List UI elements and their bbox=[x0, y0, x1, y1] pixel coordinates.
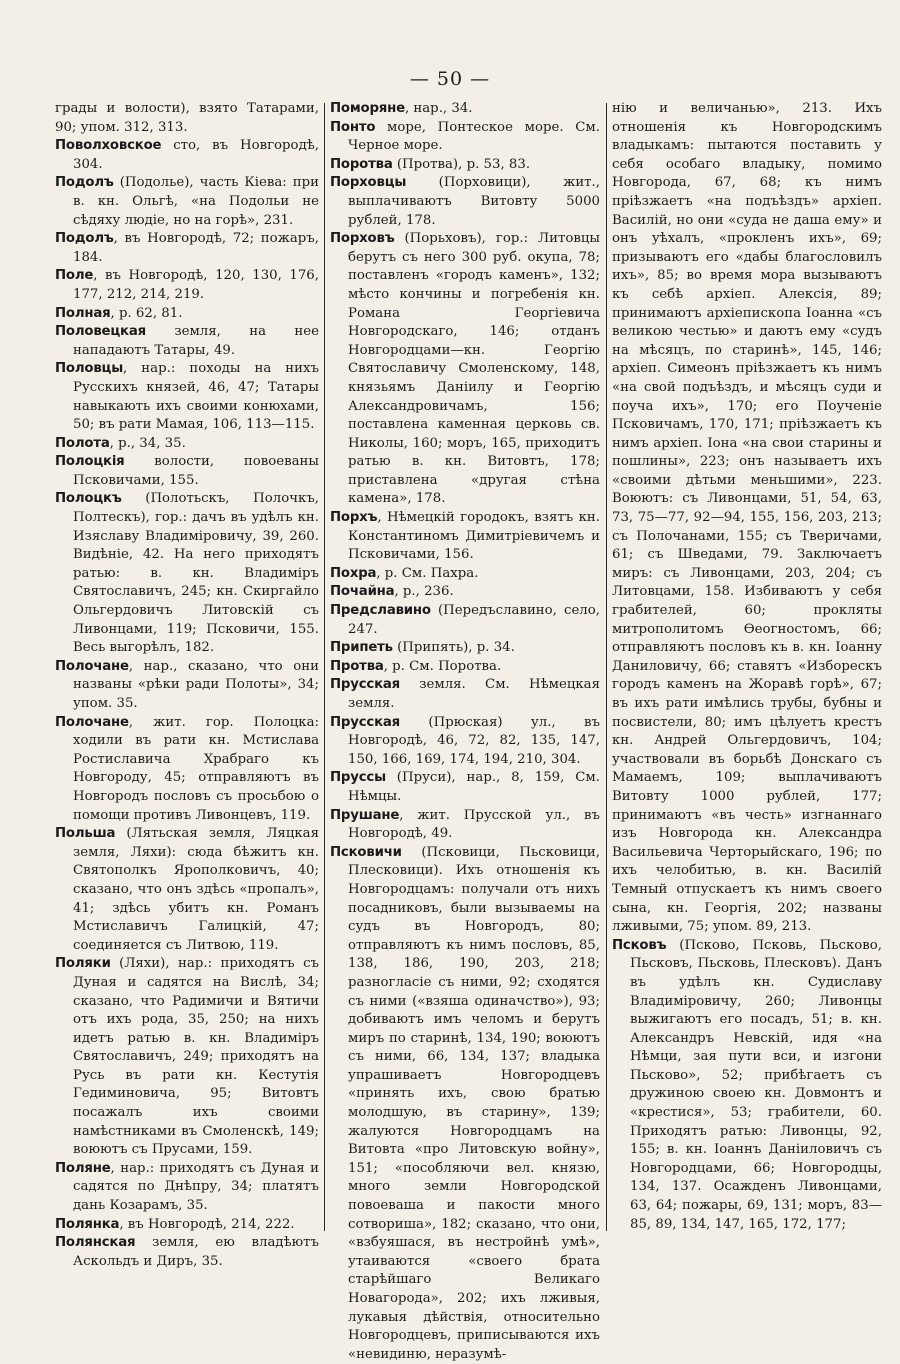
index-entry bbox=[55, 360, 319, 434]
entry-text: (Псковици, Пьсковици, Плесковици). Ихъ отношенія къ Новгородцамъ: получали отъ нихъ посадниковъ, были вызываемы на судъ въ Новгородъ, 80; отправляютъ къ нимъ пословъ, 85, 138, 186, 190, 203, 218; разногласіе съ ними, 92; сходятся съ ними («взяша одиначство»), 93; добиваютъ имъ челомъ и берутъ миръ по старинѣ, 134, 190; воюютъ съ ними, 66, 134, 137; владыка упрашиваетъ Новгородцевъ «принять ихъ, свою братью молодшую, въ старину», 139; жалуются Новгородцамъ на Витовта «про Литовскую войну», 151; «пособляючи вел. князю, много земли Новгородской повоеваша и пакости много сотвориша», 182; сказано, что они, «взбуяшася, въ нестройнѣ умѣ», утаиваются «своего брата старѣйшаго Великаго Новагорода», 202; ихъ лживыя, лукавыя дѣйствія, относительно Новгородцевъ, приписываются ихъ «невидиню, неразумѣ- bbox=[348, 844, 600, 1362]
index-entry bbox=[330, 156, 600, 175]
entry-headword: Поротва bbox=[330, 156, 393, 172]
entry-text: , въ Новгородѣ, 120, 130, 176, 177, 212, 214, 219. bbox=[73, 268, 319, 302]
index-entry bbox=[330, 119, 600, 156]
index-entry bbox=[330, 658, 600, 677]
index-entry bbox=[55, 955, 319, 1160]
entry-headword: Пруссы bbox=[330, 770, 386, 786]
index-entry bbox=[55, 137, 319, 174]
index-column-1 bbox=[55, 100, 319, 1269]
index-entry bbox=[55, 490, 319, 657]
entry-text: (Передъславино, село, 247. bbox=[348, 603, 600, 637]
entry-text: земля, на нее нападаютъ Татары, 49. bbox=[73, 324, 319, 358]
index-entry bbox=[55, 825, 319, 955]
entry-headword: Подолъ bbox=[55, 175, 114, 191]
index-entry bbox=[612, 100, 882, 937]
entry-headword: Псковичи bbox=[330, 844, 402, 860]
index-entry bbox=[330, 583, 600, 602]
entry-text: , р., 34, 35. bbox=[109, 435, 186, 451]
entry-headword: Полянская bbox=[55, 1235, 136, 1251]
entry-headword: Припеть bbox=[330, 640, 393, 656]
entry-text: , въ Новгородѣ, 214, 222. bbox=[119, 1216, 295, 1232]
entry-text: (Протва), р. 53, 83. bbox=[392, 156, 531, 172]
index-column-2 bbox=[330, 100, 600, 1362]
entry-text: (Подолье), часть Кіева: при в. кн. Ольгѣ, «на Подольи не сѣдяху людіе, но на горѣ», 231. bbox=[73, 175, 319, 228]
index-entry bbox=[55, 100, 319, 137]
entry-headword: Похра bbox=[330, 565, 377, 581]
index-entry bbox=[330, 639, 600, 658]
index-entry bbox=[55, 174, 319, 230]
entry-headword: Полота bbox=[55, 435, 110, 451]
entry-text: (Полотьскъ, Полочкъ, Полтескъ), гор.: дачъ въ удѣлъ кн. Изяславу Владиміровичу, 39, 260. Видѣніе, 42. На него приходятъ ратью: в. кн. Владиміръ Святославичъ, 245; кн. Скиргайло Ольгердовичъ Литовскій съ Ливонцами, 119; Псковичи, 155. Весь выгорѣлъ, 182. bbox=[73, 491, 319, 656]
index-entry bbox=[55, 658, 319, 714]
entry-headword: Поляки bbox=[55, 956, 111, 972]
entry-headword: Порховъ bbox=[330, 231, 395, 247]
entry-text: сто, въ Новгородѣ, 304. bbox=[73, 138, 319, 172]
entry-headword: Польша bbox=[55, 826, 116, 842]
index-entry bbox=[55, 305, 319, 324]
entry-text: (Лятьская земля, Ляцкая земля, Ляхи): сюда бѣжитъ кн. Святополкъ Ярополковичъ, 40; сказано, что онъ здѣсь «пропалъ», 41; здѣсь убитъ кн. Романъ Мстиславичъ Галицкій, 47; соединяется съ Литвою, 119. bbox=[73, 826, 319, 953]
entry-text: земля, ею владѣютъ Аскольдъ и Диръ, 35. bbox=[73, 1235, 319, 1269]
entry-headword: Предславино bbox=[330, 603, 431, 619]
entry-text: , р. См. Пахра. bbox=[376, 565, 479, 581]
entry-headword: Поволховское bbox=[55, 138, 162, 154]
index-entry bbox=[55, 1234, 319, 1271]
entry-text: (Ляхи), нар.: приходятъ съ Дуная и садятся на Вислѣ, 34; сказано, что Радимичи и Вятичи отъ ихъ рода, 35, 250; на нихъ идетъ ратью в. кн. Владиміръ Святославичъ, 249; приходятъ на Русь въ рати кн. Кестутія Гедиминовича, 95; Витовтъ посажалъ ихъ своими намѣстниками въ Смоленскѣ, 149; воюютъ съ Прусами, 159. bbox=[73, 956, 319, 1158]
index-column-3 bbox=[612, 100, 882, 1231]
index-entry bbox=[330, 174, 600, 230]
entry-headword: Полочане bbox=[55, 658, 129, 674]
entry-headword: Половецкая bbox=[55, 324, 146, 340]
entry-headword: Полянка bbox=[55, 1216, 120, 1232]
entry-headword: Полоцкъ bbox=[55, 491, 122, 507]
entry-text: (Припять), р. 34. bbox=[392, 640, 515, 656]
entry-text: , р. См. Поротва. bbox=[383, 658, 502, 674]
index-entry bbox=[330, 100, 600, 119]
entry-text: , нар., сказано, что они названы «рѣки ради Полоты», 34; упом. 35. bbox=[73, 658, 319, 711]
entry-headword: Полочане bbox=[55, 714, 129, 730]
index-entry bbox=[330, 230, 600, 509]
entry-text: (Порховици), жит., выплачиваютъ Витовту 5000 рублей, 178. bbox=[348, 175, 600, 228]
index-entry bbox=[330, 602, 600, 639]
entry-text: море, Понтеское море. См. Черное море. bbox=[348, 119, 600, 154]
entry-headword: Полоцкія bbox=[55, 454, 125, 470]
entry-text: , р. 62, 81. bbox=[110, 305, 183, 321]
entry-text: (Порьховъ), гор.: Литовцы берутъ съ него 300 руб. окупа, 78; поставленъ «городъ каменъ», 132; мѣсто кончины и погребенія кн. Романа Георгіевича Новгородскаго, 146; отданъ Новгородцами—кн. Георгію Святославичу Смоленскому, 148, князьямъ Даніилу и Георгію Александровичамъ, 156; поставлена каменная церковь св. Николы, 160; моръ, 165, приходитъ ратью в. кн. Витовтъ, 178; приставлена «другая стѣна камена», 178. bbox=[348, 231, 600, 507]
entry-text: , жит. Прусской ул., въ Новгородѣ, 49. bbox=[348, 807, 600, 842]
entry-text: , Нѣмецкій городокъ, взятъ кн. Константиномъ Димитріевичемъ и Псковичами, 156. bbox=[348, 510, 600, 563]
entry-text: (Прюская) ул., въ Новгородѣ, 46, 72, 82, 135, 147, 150, 166, 169, 174, 194, 210, 304. bbox=[348, 714, 600, 767]
entry-text: грады и волости), взято Татарами, 90; упом. 312, 313. bbox=[55, 101, 319, 135]
index-entry bbox=[330, 565, 600, 584]
entry-headword: Прусская bbox=[330, 714, 401, 730]
entry-headword: Понто bbox=[330, 119, 376, 135]
column-divider bbox=[606, 103, 607, 1231]
entry-text: (Псково, Псковь, Пьсково, Пьсковъ, Пьсковь, Плесковъ). Данъ въ удѣлъ кн. Судиславу Владиміровичу, 260; Ливонцы выжигаютъ его посадъ, 51; в. кн. Александръ Невскій, идя «на Нѣмци, зая пути вси, и изгони Пьсково», 52; прибѣгаетъ съ дружиною своею кн. Довмонтъ и «крестися», 53; грабители, 60. Приходятъ ратью: Ливонцы, 92, 155; в. кн. Іоаннъ Даніиловичъ съ Новгородцами, 66; Новгородцы, 134, 137. Осажденъ Ливонцами, 63, 64; пожары, 69, 131; моръ, 83—85, 89, 134, 147, 165, 172, 177; bbox=[630, 937, 882, 1232]
entry-headword: Протва bbox=[330, 658, 384, 674]
entry-text: , нар., 34. bbox=[404, 101, 473, 116]
page-number: — 50 — bbox=[409, 68, 491, 90]
entry-headword: Поляне bbox=[55, 1160, 111, 1176]
entry-text: , нар.: приходятъ съ Дуная и садятся по Днѣпру, 34; платятъ дань Козарамъ, 35. bbox=[73, 1160, 319, 1214]
entry-headword: Половцы bbox=[55, 361, 124, 377]
entry-text: нію и величанью», 213. Ихъ отношенія къ Новгородскимъ владыкамъ: пытаются поставить у себя особаго владыку, помимо Новгорода, 67, 68; къ нимъ пріѣзжаетъ «на подъѣздъ» архіеп. Василій, но они «суда не даша ему» и онъ уѣхалъ, «прокленъ ихъ», 69; призываютъ его «дабы благословилъ ихъ», 85; во время мора вызываютъ къ себѣ архіеп. Алексія, 89; принимаютъ архіепископа Іоанна «съ великою честью» и даютъ ему «судъ на мѣсяцъ, по старинѣ», 145, 146; архіеп. Симеонъ пріѣзжаетъ къ нимъ «на свой подъѣздъ, и мѣсяцъ суди и поуча ихъ», 170; его Поученіе Псковичамъ, 170, 171; пріѣзжаетъ къ нимъ архіеп. Іона «на свои старины и пошлины», 223; онъ называетъ ихъ «своими дѣтьми меньшими», 223. Воюютъ: съ Ливонцами, 51, 54, 63, 73, 75—77, 92—94, 155, 156, 203, 213; съ Полочанами, 155; съ Тверичами, 61; съ Шведами, 79. Заключаетъ миръ: съ Ливонцами, 203, 204; съ Литовцами, 158. Избиваютъ у себя грабителей, 60; прокляты митрополитомъ Ѳеогностомъ, 66; отправляютъ пословъ къ в. кн. Іоанну Даниловичу, 66; ставятъ «Изборескъ городъ каменъ на Жоравѣ горѣ», 67; въ ихъ рати имѣлись трубы, бубны и посвистели, 80; имъ цѣлуетъ крестъ кн. Андрей Ольгердовичъ, 104; участвовали въ борьбѣ Донскаго съ Мамаемъ, 109; выплачиваютъ Витовту 1000 рублей, 177; принимаютъ «въ честь» изгнаннаго изъ Новгорода кн. Александра Васильевича Черторыйскаго, 196; по ихъ челобитью, в. кн. Василій Темный отпускаетъ къ нимъ своего сына, кн. Георгія, 202; названы лживыми, 75; упом. 89, 213. bbox=[612, 101, 882, 935]
index-entry bbox=[330, 807, 600, 844]
entry-text: , въ Новгородѣ, 72; пожаръ, 184. bbox=[73, 231, 319, 265]
index-entry bbox=[330, 844, 600, 1364]
entry-text: земля. См. Нѣмецкая земля. bbox=[348, 677, 600, 711]
entry-headword: Почайна bbox=[330, 584, 395, 600]
index-entry bbox=[55, 435, 319, 454]
entry-headword: Прусская bbox=[330, 677, 401, 693]
index-entry bbox=[330, 509, 600, 565]
index-entry bbox=[55, 1216, 319, 1235]
index-entry bbox=[330, 714, 600, 770]
index-entry bbox=[55, 267, 319, 304]
entry-text: (Пруси), нар., 8, 159, См. Нѣмцы. bbox=[348, 770, 600, 804]
index-entry bbox=[55, 323, 319, 360]
entry-text: волости, повоеваны Псковичами, 155. bbox=[73, 454, 319, 488]
entry-headword: Порховцы bbox=[330, 175, 407, 191]
entry-headword: Псковъ bbox=[612, 937, 667, 953]
entry-headword: Прушане bbox=[330, 807, 400, 823]
entry-text: , жит. гор. Полоцка: ходили въ рати кн. Мстислава Ростиславича Храбраго къ Новгороду, 45; отправляютъ въ Новгородъ пословъ съ просьбою о помощи противъ Ливонцевъ, 119. bbox=[73, 714, 319, 823]
column-divider bbox=[324, 103, 325, 1231]
entry-headword: Подолъ bbox=[55, 231, 114, 247]
index-entry bbox=[55, 230, 319, 267]
entry-text: , нар.: походы на нихъ Русскихъ князей, 46, 47; Татары навыкають ихъ своими конюхами, 50; въ рати Мамая, 106, 113—115. bbox=[73, 361, 319, 433]
entry-headword: Поле bbox=[55, 268, 94, 284]
index-entry bbox=[330, 769, 600, 806]
entry-headword: Порхъ bbox=[330, 510, 378, 526]
entry-headword: Поморяне bbox=[330, 101, 405, 116]
entry-headword: Полная bbox=[55, 305, 111, 321]
index-entry bbox=[55, 1160, 319, 1216]
index-entry bbox=[330, 676, 600, 713]
index-entry bbox=[55, 714, 319, 826]
entry-text: , р., 236. bbox=[394, 584, 454, 600]
index-entry bbox=[55, 453, 319, 490]
index-entry bbox=[612, 937, 882, 1235]
